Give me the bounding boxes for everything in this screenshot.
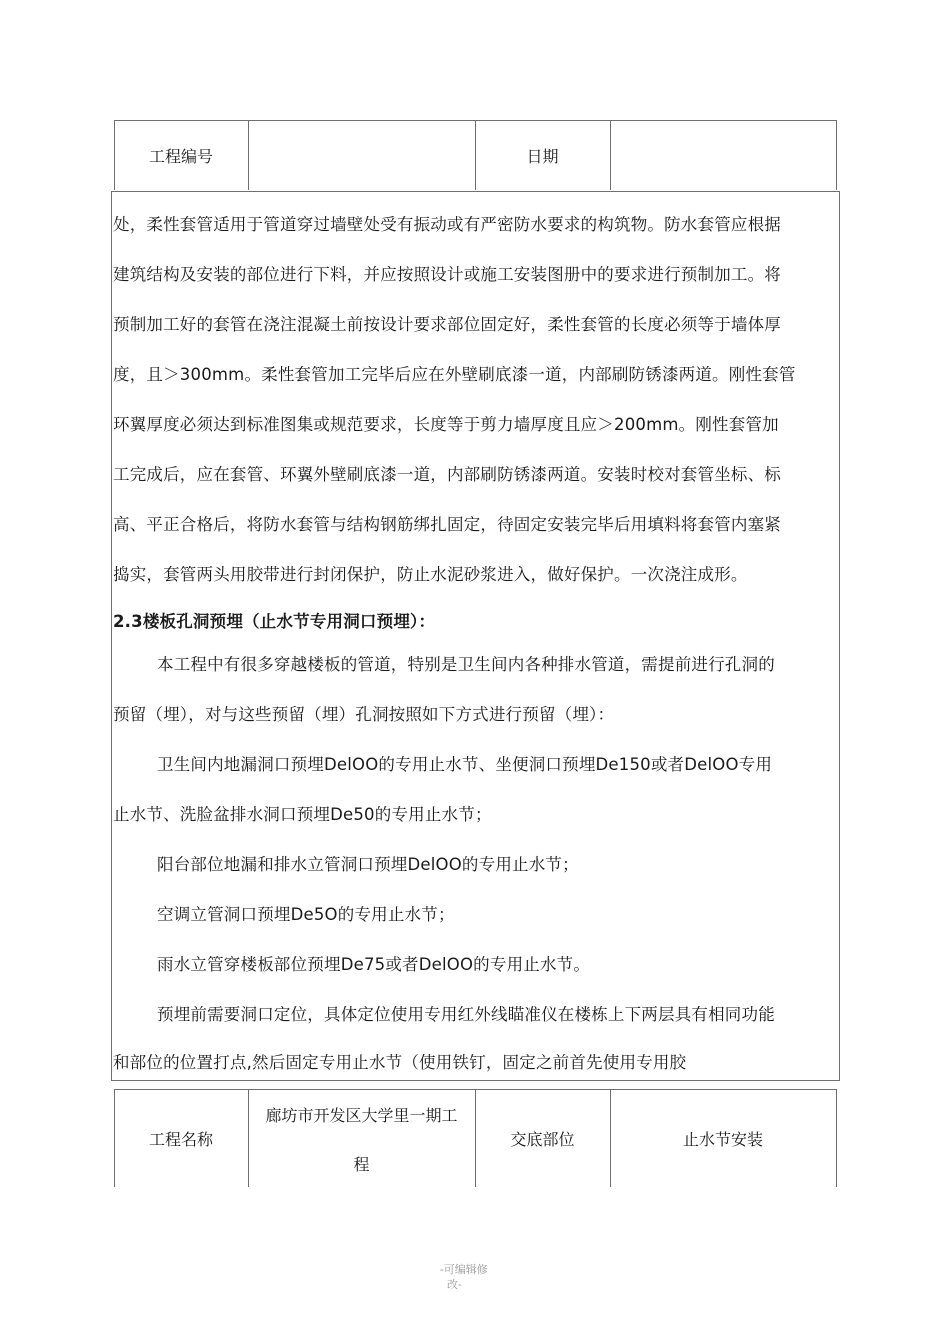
body-line-4: 度，且＞300mm。柔性套管加工完毕后应在外壁刷底漆一道，内部刷防锈漆两道。刚性套管: [113, 365, 796, 384]
body-box-top-border: [111, 191, 840, 192]
para7-line-1: 预埋前需要洞口定位，具体定位使用专用红外线瞄准仪在楼栋上下两层具有相同功能: [157, 1005, 775, 1024]
section-heading: 2.3楼板孔洞预埋（止水节专用洞口预埋）：: [113, 612, 436, 631]
body-line-8: 捣实，套管两头用胶带进行封闭保护，防止水泥砂浆进入，做好保护。一次浇注成形。: [113, 565, 748, 584]
body-line-1: 处，柔性套管适用于管道穿过墙壁处受有振动或有严密防水要求的构筑物。防水套管应根据: [113, 215, 781, 234]
body-box-left-border: [111, 191, 112, 1080]
para3-line-1: 卫生间内地漏洞口预埋DelOO的专用止水节、坐便洞口预埋De150或者DelOO专用: [157, 755, 773, 774]
page-footer-line-2: 改-: [447, 1278, 462, 1291]
para2-line-2: 预留（埋），对与这些预留（埋）孔洞按照如下方式进行预留（埋）：: [113, 705, 615, 724]
para6: 雨水立管穿楼板部位预埋De75或者DelOO的专用止水节。: [157, 955, 591, 974]
page-footer-line-1: -可编辑修: [440, 1263, 488, 1276]
location-label: 交底部位: [510, 1130, 575, 1149]
body-line-3: 预制加工好的套管在浇注混凝土前按设计要求部位固定好，柔性套管的长度必须等于墙体厚: [113, 315, 781, 334]
body-line-6: 工完成后，应在套管、环翼外壁刷底漆一道，内部刷防锈漆两道。安装时校对套管坐标、标: [113, 465, 781, 484]
body-line-2: 建筑结构及安装的部位进行下料，并应按照设计或施工安装图册中的要求进行预制加工。将: [113, 265, 781, 284]
para4: 阳台部位地漏和排水立管洞口预埋DelOO的专用止水节；: [157, 855, 579, 874]
header-table-divider-3: [610, 120, 611, 190]
para5: 空调立管洞口预埋De5O的专用止水节；: [157, 905, 455, 924]
header-table-right-border: [836, 120, 837, 190]
project-name-label: 工程名称: [148, 1130, 213, 1149]
body-line-7: 高、平正合格后，将防水套管与结构钢筋绑扎固定，待固定安装完毕后用填料将套管内塞紧: [113, 515, 781, 534]
project-name-value-line-2: 程: [353, 1155, 370, 1174]
para2-line-1: 本工程中有很多穿越楼板的管道，特别是卫生间内各种排水管道，需提前进行孔洞的: [157, 655, 775, 674]
body-line-5: 环翼厚度必须达到标准图集或规范要求，长度等于剪力墙厚度且应＞200mm。刚性套管加: [113, 415, 779, 434]
footer-table-right-border: [836, 1089, 837, 1187]
body-box-right-border: [839, 191, 840, 1080]
project-number-label: 工程编号: [148, 147, 213, 166]
para3-line-2: 止水节、洗脸盆排水洞口预埋De50的专用止水节；: [113, 805, 492, 824]
para7-line-2: 和部位的位置打点,然后固定专用止水节（使用铁钉，固定之前首先使用专用胶: [113, 1053, 687, 1072]
project-name-value-line-1: 廊坊市开发区大学里一期工: [265, 1106, 458, 1125]
date-label: 日期: [526, 147, 559, 166]
location-value: 止水节安装: [682, 1130, 763, 1149]
header-table-divider-1: [248, 120, 249, 190]
